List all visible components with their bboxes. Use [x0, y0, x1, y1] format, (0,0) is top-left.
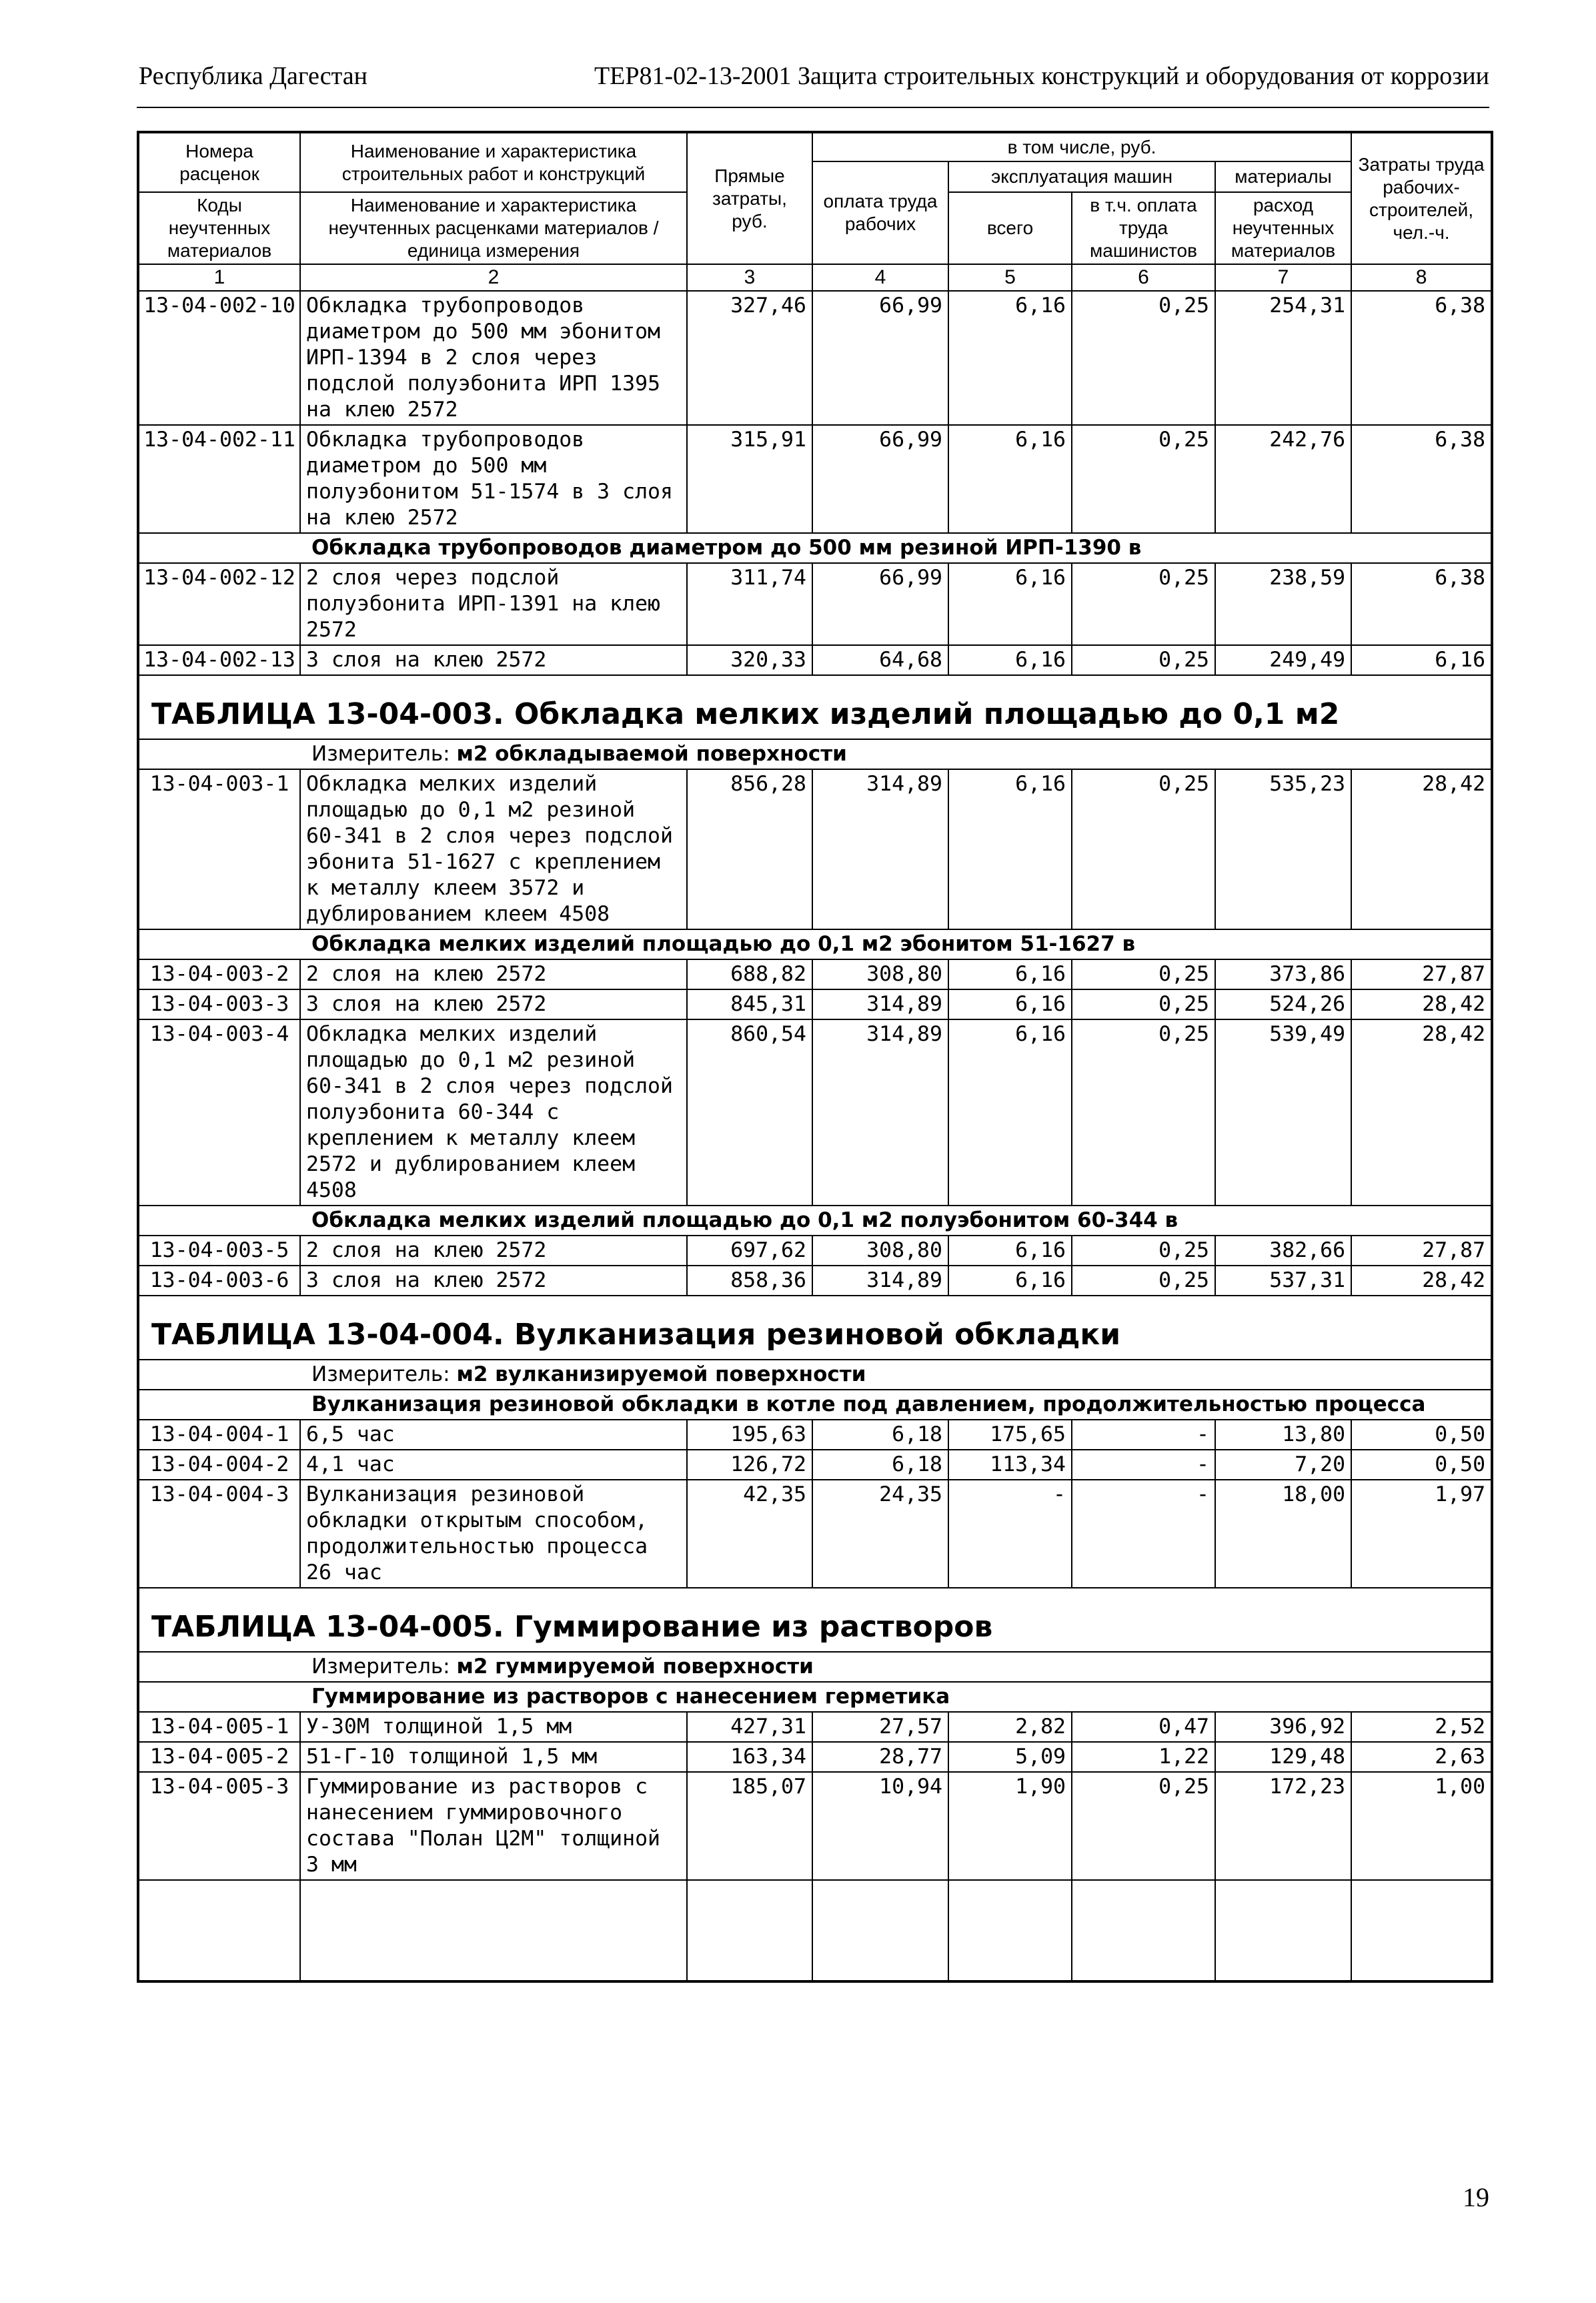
table-row	[138, 1266, 1492, 1296]
rate-name: Вулканизация резиновой обкладки открытым способом, продолжительностью процесса 26 час	[300, 1480, 687, 1588]
unit-value: м2 гуммируемой поверхности	[456, 1655, 814, 1679]
rate-value: -	[948, 1480, 1072, 1588]
rate-value: 1,22	[1072, 1742, 1215, 1772]
subsection-row	[138, 1390, 1492, 1420]
unit-row	[138, 739, 1492, 769]
rate-value: 28,42	[1351, 1266, 1492, 1296]
rate-name: 51-Г-10 толщиной 1,5 мм	[300, 1742, 687, 1772]
rate-value: 6,18	[812, 1450, 948, 1480]
table-row	[138, 563, 1492, 645]
rate-code: 13-04-002-10	[138, 291, 300, 425]
rate-value: 6,16	[948, 989, 1072, 1019]
rate-code: 13-04-002-11	[138, 425, 300, 533]
rate-value: 0,50	[1351, 1450, 1492, 1480]
rate-value: 6,16	[948, 1236, 1072, 1266]
rate-value: 28,42	[1351, 989, 1492, 1019]
rate-code: 13-04-004-2	[138, 1450, 300, 1480]
table-row	[138, 1742, 1492, 1772]
subsection-heading: Вулканизация резиновой обкладки в котле под давлением, продолжительностью процесса	[138, 1390, 1492, 1420]
rate-value: 314,89	[812, 769, 948, 929]
col-header-material-names: Наименование и характеристика неучтенных расценками материалов / единица измерения	[300, 192, 687, 264]
rate-value: 1,90	[948, 1772, 1072, 1880]
table-row	[138, 989, 1492, 1019]
rate-value: 0,25	[1072, 769, 1215, 929]
rate-value: 311,74	[687, 563, 812, 645]
rate-value: 126,72	[687, 1450, 812, 1480]
rate-value: 185,07	[687, 1772, 812, 1880]
empty-cell	[1215, 1880, 1351, 1981]
rates-table	[137, 131, 1493, 1983]
empty-cell	[1072, 1880, 1215, 1981]
rate-code: 13-04-004-3	[138, 1480, 300, 1588]
unit-row	[138, 1652, 1492, 1682]
subsection-heading: Обкладка трубопроводов диаметром до 500 мм резиной ИРП-1390 в	[138, 533, 1492, 563]
table-row	[138, 1712, 1492, 1742]
rate-value: 0,25	[1072, 1019, 1215, 1206]
rate-value: 535,23	[1215, 769, 1351, 929]
col-num: 1	[138, 264, 300, 291]
rate-name: У-30М толщиной 1,5 мм	[300, 1712, 687, 1742]
rate-value: 64,68	[812, 645, 948, 675]
rate-code: 13-04-005-3	[138, 1772, 300, 1880]
rate-value: 66,99	[812, 563, 948, 645]
rate-value: 308,80	[812, 959, 948, 989]
rate-value: 27,57	[812, 1712, 948, 1742]
rate-value: 6,38	[1351, 563, 1492, 645]
rate-value: 10,94	[812, 1772, 948, 1880]
rate-name: 3 слоя на клею 2572	[300, 989, 687, 1019]
col-num: 8	[1351, 264, 1492, 291]
rate-value: -	[1072, 1480, 1215, 1588]
rate-value: 27,87	[1351, 1236, 1492, 1266]
rate-value: 0,25	[1072, 1236, 1215, 1266]
rate-value: 427,31	[687, 1712, 812, 1742]
rate-name: Гуммирование из растворов с нанесением гуммировочного состава "Полан Ц2М" толщиной 3 мм	[300, 1772, 687, 1880]
subsection-row	[138, 929, 1492, 959]
header-rule	[137, 107, 1489, 108]
empty-cell	[1351, 1880, 1492, 1981]
rate-value: 856,28	[687, 769, 812, 929]
table-title-row	[138, 1588, 1492, 1652]
header-right: ТЕР81-02-13-2001 Защита строительных конструкций и оборудования от коррозии	[594, 62, 1489, 90]
rate-value: 860,54	[687, 1019, 812, 1206]
rate-value: 163,34	[687, 1742, 812, 1772]
unit-line	[138, 1652, 1492, 1682]
col-header-material-codes: Коды неучтенных материалов	[138, 192, 300, 264]
unit-line	[138, 1360, 1492, 1390]
rate-value: 858,36	[687, 1266, 812, 1296]
rate-code: 13-04-003-5	[138, 1236, 300, 1266]
col-header-materials: материалы	[1215, 161, 1351, 192]
table-row	[138, 1420, 1492, 1450]
rate-value: 28,42	[1351, 769, 1492, 929]
rate-value: 537,31	[1215, 1266, 1351, 1296]
col-header-labor: Затраты труда рабочих-строителей, чел.-ч.	[1351, 132, 1492, 264]
rate-name: 4,1 час	[300, 1450, 687, 1480]
rate-value: 0,25	[1072, 425, 1215, 533]
rate-name: Обкладка мелких изделий площадью до 0,1 м2 резиной 60-341 в 2 слоя через подслой полуэбонита 60-344 с креплением к металлу клеем 2572 и дублированием клеем 4508	[300, 1019, 687, 1206]
col-header-codes: Номера расценок	[138, 132, 300, 192]
rate-value: 6,16	[948, 959, 1072, 989]
rate-value: 6,16	[948, 563, 1072, 645]
rate-value: 6,16	[1351, 645, 1492, 675]
rate-value: -	[1072, 1420, 1215, 1450]
rate-code: 13-04-003-6	[138, 1266, 300, 1296]
rate-value: 0,25	[1072, 1772, 1215, 1880]
rate-name: Обкладка трубопроводов диаметром до 500 мм эбонитом ИРП-1394 в 2 слоя через подслой полуэбонита ИРП 1395 на клею 2572	[300, 291, 687, 425]
rate-value: 524,26	[1215, 989, 1351, 1019]
rate-value: 0,25	[1072, 989, 1215, 1019]
unit-label: Измеритель:	[311, 1362, 450, 1386]
col-num: 6	[1072, 264, 1215, 291]
rate-name: 2 слоя через подслой полуэбонита ИРП-1391 на клею 2572	[300, 563, 687, 645]
table-row	[138, 959, 1492, 989]
rate-value: 13,80	[1215, 1420, 1351, 1450]
rate-value: 382,66	[1215, 1236, 1351, 1266]
empty-cell	[138, 1880, 300, 1981]
rate-value: 42,35	[687, 1480, 812, 1588]
table-title: ТАБЛИЦА 13-04-004. Вулканизация резиновой обкладки	[138, 1296, 1492, 1360]
table-row	[138, 1480, 1492, 1588]
rate-name: 2 слоя на клею 2572	[300, 959, 687, 989]
table-row	[138, 425, 1492, 533]
rate-code: 13-04-005-1	[138, 1712, 300, 1742]
col-num: 7	[1215, 264, 1351, 291]
rate-value: 308,80	[812, 1236, 948, 1266]
unit-value: м2 обкладываемой поверхности	[456, 742, 847, 766]
table-title: ТАБЛИЦА 13-04-003. Обкладка мелких изделий площадью до 0,1 м2	[138, 675, 1492, 739]
col-header-machines: эксплуатация машин	[948, 161, 1215, 192]
rate-code: 13-04-003-2	[138, 959, 300, 989]
subsection-heading: Гуммирование из растворов с нанесением герметика	[138, 1682, 1492, 1712]
empty-row	[138, 1880, 1492, 1981]
header-left: Республика Дагестан	[139, 62, 367, 90]
rate-value: 6,38	[1351, 291, 1492, 425]
rate-value: 315,91	[687, 425, 812, 533]
col-num: 5	[948, 264, 1072, 291]
table-row	[138, 1450, 1492, 1480]
col-header-wages: оплата труда рабочих	[812, 161, 948, 264]
rate-value: 6,16	[948, 645, 1072, 675]
rate-value: 27,87	[1351, 959, 1492, 989]
rate-name: 2 слоя на клею 2572	[300, 1236, 687, 1266]
rate-value: 0,25	[1072, 291, 1215, 425]
table-title: ТАБЛИЦА 13-04-005. Гуммирование из растворов	[138, 1588, 1492, 1652]
empty-cell	[948, 1880, 1072, 1981]
rate-value: -	[1072, 1450, 1215, 1480]
rate-code: 13-04-002-13	[138, 645, 300, 675]
rate-value: 254,31	[1215, 291, 1351, 425]
rate-code: 13-04-005-2	[138, 1742, 300, 1772]
rate-value: 6,18	[812, 1420, 948, 1450]
subsection-row	[138, 533, 1492, 563]
rate-code: 13-04-003-1	[138, 769, 300, 929]
rate-value: 175,65	[948, 1420, 1072, 1450]
rate-value: 7,20	[1215, 1450, 1351, 1480]
rate-code: 13-04-002-12	[138, 563, 300, 645]
rate-value: 249,49	[1215, 645, 1351, 675]
table-row	[138, 1772, 1492, 1880]
rate-value: 18,00	[1215, 1480, 1351, 1588]
table-row	[138, 1236, 1492, 1266]
rate-value: 1,97	[1351, 1480, 1492, 1588]
rate-value: 6,16	[948, 1266, 1072, 1296]
unit-line	[138, 739, 1492, 769]
rate-value: 6,16	[948, 769, 1072, 929]
rate-name: 3 слоя на клею 2572	[300, 1266, 687, 1296]
rate-name: 6,5 час	[300, 1420, 687, 1450]
col-header-direct-costs: Прямые затраты, руб.	[687, 132, 812, 264]
table-row	[138, 645, 1492, 675]
rate-value: 6,16	[948, 291, 1072, 425]
empty-cell	[812, 1880, 948, 1981]
rate-value: 113,34	[948, 1450, 1072, 1480]
rate-code: 13-04-004-1	[138, 1420, 300, 1450]
empty-cell	[300, 1880, 687, 1981]
rate-value: 2,82	[948, 1712, 1072, 1742]
rate-value: 0,25	[1072, 563, 1215, 645]
rate-value: 66,99	[812, 291, 948, 425]
column-numbers-row	[138, 264, 1492, 291]
rate-value: 314,89	[812, 989, 948, 1019]
unit-value: м2 вулканизируемой поверхности	[456, 1362, 866, 1386]
rate-value: 0,25	[1072, 645, 1215, 675]
rate-value: 0,25	[1072, 1266, 1215, 1296]
empty-cell	[687, 1880, 812, 1981]
rate-value: 195,63	[687, 1420, 812, 1450]
rate-value: 129,48	[1215, 1742, 1351, 1772]
rate-value: 1,00	[1351, 1772, 1492, 1880]
rate-value: 0,50	[1351, 1420, 1492, 1450]
rate-value: 688,82	[687, 959, 812, 989]
rate-name: Обкладка мелких изделий площадью до 0,1 м2 резиной 60-341 в 2 слоя через подслой эбонита 51-1627 с креплением к металлу клеем 3572 и дублированием клеем 4508	[300, 769, 687, 929]
rate-value: 327,46	[687, 291, 812, 425]
rate-value: 24,35	[812, 1480, 948, 1588]
rate-value: 396,92	[1215, 1712, 1351, 1742]
rate-value: 845,31	[687, 989, 812, 1019]
subsection-heading: Обкладка мелких изделий площадью до 0,1 м2 эбонитом 51-1627 в	[138, 929, 1492, 959]
col-header-material-use: расход неучтенных материалов	[1215, 192, 1351, 264]
rate-value: 242,76	[1215, 425, 1351, 533]
rate-value: 2,63	[1351, 1742, 1492, 1772]
unit-label: Измеритель:	[311, 1655, 450, 1679]
rate-value: 6,38	[1351, 425, 1492, 533]
col-num: 2	[300, 264, 687, 291]
table-row	[138, 291, 1492, 425]
rate-value: 5,09	[948, 1742, 1072, 1772]
rate-value: 2,52	[1351, 1712, 1492, 1742]
rate-value: 66,99	[812, 425, 948, 533]
rate-value: 539,49	[1215, 1019, 1351, 1206]
subsection-row	[138, 1206, 1492, 1236]
rate-code: 13-04-003-3	[138, 989, 300, 1019]
rate-value: 314,89	[812, 1266, 948, 1296]
col-num: 4	[812, 264, 948, 291]
rate-name: 3 слоя на клею 2572	[300, 645, 687, 675]
rate-value: 28,77	[812, 1742, 948, 1772]
col-header-in-total: в том числе, руб.	[812, 132, 1351, 161]
page-number: 19	[1463, 2182, 1489, 2212]
table-title-row	[138, 675, 1492, 739]
unit-row	[138, 1360, 1492, 1390]
col-header-machinist-wages: в т.ч. оплата труда машинистов	[1072, 192, 1215, 264]
subsection-heading: Обкладка мелких изделий площадью до 0,1 м2 полуэбонитом 60-344 в	[138, 1206, 1492, 1236]
rate-value: 697,62	[687, 1236, 812, 1266]
rate-value: 172,23	[1215, 1772, 1351, 1880]
rate-value: 6,16	[948, 1019, 1072, 1206]
subsection-row	[138, 1682, 1492, 1712]
rate-name: Обкладка трубопроводов диаметром до 500 мм полуэбонитом 51-1574 в 3 слоя на клею 2572	[300, 425, 687, 533]
table-row	[138, 769, 1492, 929]
rate-value: 373,86	[1215, 959, 1351, 989]
col-header-machines-total: всего	[948, 192, 1072, 264]
table-row	[138, 1019, 1492, 1206]
rate-code: 13-04-003-4	[138, 1019, 300, 1206]
rate-value: 320,33	[687, 645, 812, 675]
col-header-name: Наименование и характеристика строительных работ и конструкций	[300, 132, 687, 192]
table-title-row	[138, 1296, 1492, 1360]
rate-value: 0,47	[1072, 1712, 1215, 1742]
rate-value: 238,59	[1215, 563, 1351, 645]
unit-label: Измеритель:	[311, 742, 450, 766]
rate-value: 28,42	[1351, 1019, 1492, 1206]
rate-value: 314,89	[812, 1019, 948, 1206]
col-num: 3	[687, 264, 812, 291]
rate-value: 6,16	[948, 425, 1072, 533]
rate-value: 0,25	[1072, 959, 1215, 989]
